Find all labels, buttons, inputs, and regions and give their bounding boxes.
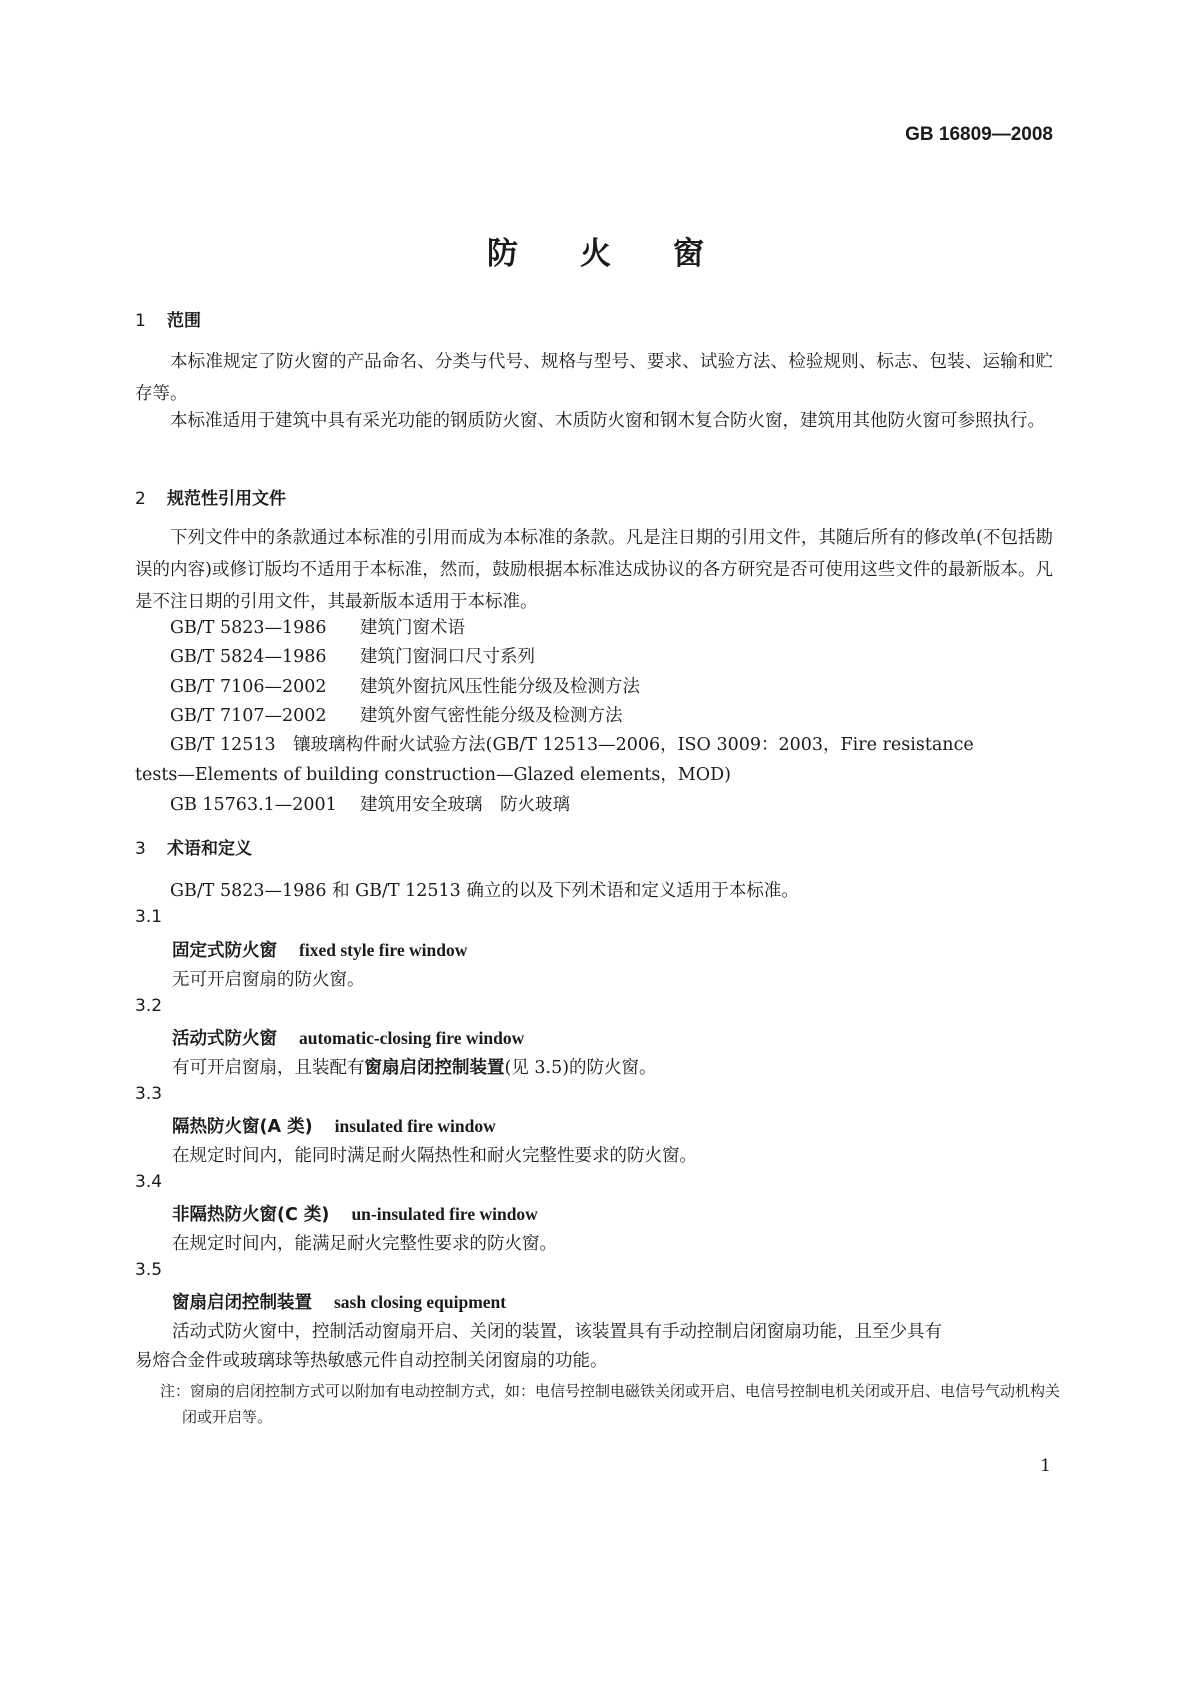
- section-3-heading: [135, 834, 252, 859]
- reference-item: [170, 673, 640, 698]
- term-definition-line-1: 活动式防火窗中，控制活动窗扇开启、关闭的装置，该装置具有手动控制启闭窗扇功能，且至少具有: [172, 1322, 942, 1342]
- term-english: insulated fire window: [334, 1116, 496, 1136]
- term-definition: 有可开启窗扇，且装配有窗扇启闭控制装置(见 3.5)的防火窗。: [172, 1058, 657, 1078]
- reference-code: GB/T 7107—2002: [170, 706, 327, 726]
- term-heading: [172, 937, 467, 962]
- reference-title: 建筑门窗洞口尺寸系列: [360, 647, 535, 667]
- clause-number: 3.1: [135, 907, 163, 927]
- term-definition: 无可开启窗扇的防火窗。: [172, 970, 365, 990]
- reference-title: 建筑外窗气密性能分级及检测方法: [360, 706, 623, 726]
- term-english: automatic-closing fire window: [299, 1028, 525, 1048]
- document-title: 防 火 窗: [487, 236, 704, 272]
- reference-item: [170, 643, 535, 668]
- note: 注：窗扇的启闭控制方式可以附加有电动控制方式，如：电信号控制电磁铁关闭或开启、电信号控制电机关闭或开启、电信号气动机构关闭或开启等。: [160, 1382, 1061, 1426]
- reference-code: GB/T 5824—1986: [170, 647, 327, 667]
- section-2-heading: [135, 484, 286, 509]
- reference-code: GB 15763.1—2001: [170, 795, 337, 815]
- term-chinese: 固定式防火窗: [172, 941, 277, 961]
- section-3-intro: GB/T 5823—1986 和 GB/T 12513 确立的以及下列术语和定义适用于本标准。: [170, 881, 799, 901]
- term-definition: 在规定时间内，能满足耐火完整性要求的防火窗。: [172, 1234, 557, 1254]
- clause-number: 3.3: [135, 1084, 163, 1104]
- term-heading: [172, 1289, 506, 1314]
- reference-item: [170, 702, 623, 727]
- section-number: 2: [135, 489, 146, 509]
- term-definition-line-2: 易熔合金件或玻璃球等热敏感元件自动控制关闭窗扇的功能。: [135, 1351, 608, 1371]
- reference-code: GB/T 5823—1986: [170, 618, 327, 638]
- reference-title: 建筑门窗术语: [360, 618, 465, 638]
- reference-item-12513: GB/T 12513 镶玻璃构件耐火试验方法(GB/T 12513—2006，ISO 3009：2003，Fire resistance: [170, 735, 974, 755]
- reference-title: 建筑用安全玻璃 防火玻璃: [360, 795, 570, 815]
- reference-item: [170, 791, 570, 816]
- section-title: 范围: [167, 311, 201, 331]
- section-number: 1: [135, 311, 146, 331]
- section-title: 术语和定义: [167, 839, 252, 859]
- term-chinese: 隔热防火窗(A 类): [172, 1117, 313, 1137]
- term-chinese: 窗扇启闭控制装置: [172, 1293, 312, 1313]
- section-1-paragraph-1: 本标准规定了防火窗的产品命名、分类与代号、规格与型号、要求、试验方法、检验规则、标志、包装、运输和贮存等。: [135, 352, 1053, 404]
- reference-title: 建筑外窗抗风压性能分级及检测方法: [360, 677, 640, 697]
- term-chinese: 活动式防火窗: [172, 1029, 277, 1049]
- clause-number: 3.5: [135, 1260, 163, 1280]
- standard-number-header: GB 16809—2008: [905, 124, 1053, 145]
- term-heading: [172, 1025, 524, 1050]
- reference-item-12513-continued: tests—Elements of building construction—Glazed elements，MOD): [135, 765, 731, 785]
- section-title: 规范性引用文件: [167, 489, 286, 509]
- section-2-intro: 下列文件中的条款通过本标准的引用而成为本标准的条款。凡是注日期的引用文件，其随后所有的修改单(不包括勘误的内容)或修订版均不适用于本标准，然而，鼓励根据本标准达成协议的各方研究是否可使用这些文件的最新版本。凡是不注日期的引用文件，其最新版本适用于本标准。: [135, 528, 1053, 612]
- section-number: 3: [135, 839, 146, 859]
- term-heading: [172, 1113, 496, 1138]
- clause-number: 3.4: [135, 1172, 163, 1192]
- reference-code: GB/T 7106—2002: [170, 677, 327, 697]
- term-heading: [172, 1201, 538, 1226]
- section-1-heading: [135, 306, 201, 331]
- term-english: un-insulated fire window: [351, 1204, 538, 1224]
- term-chinese: 非隔热防火窗(C 类): [172, 1205, 330, 1225]
- term-reference: 窗扇启闭控制装置: [364, 1058, 505, 1078]
- page-number: 1: [1040, 1456, 1051, 1476]
- clause-number: 3.2: [135, 996, 163, 1016]
- term-english: sash closing equipment: [334, 1292, 507, 1312]
- reference-item: [170, 614, 465, 639]
- term-definition: 在规定时间内，能同时满足耐火隔热性和耐火完整性要求的防火窗。: [172, 1146, 697, 1166]
- section-1-paragraph-2: 本标准适用于建筑中具有采光功能的钢质防火窗、木质防火窗和钢木复合防火窗，建筑用其他防火窗可参照执行。: [170, 411, 1045, 431]
- term-english: fixed style fire window: [299, 940, 468, 960]
